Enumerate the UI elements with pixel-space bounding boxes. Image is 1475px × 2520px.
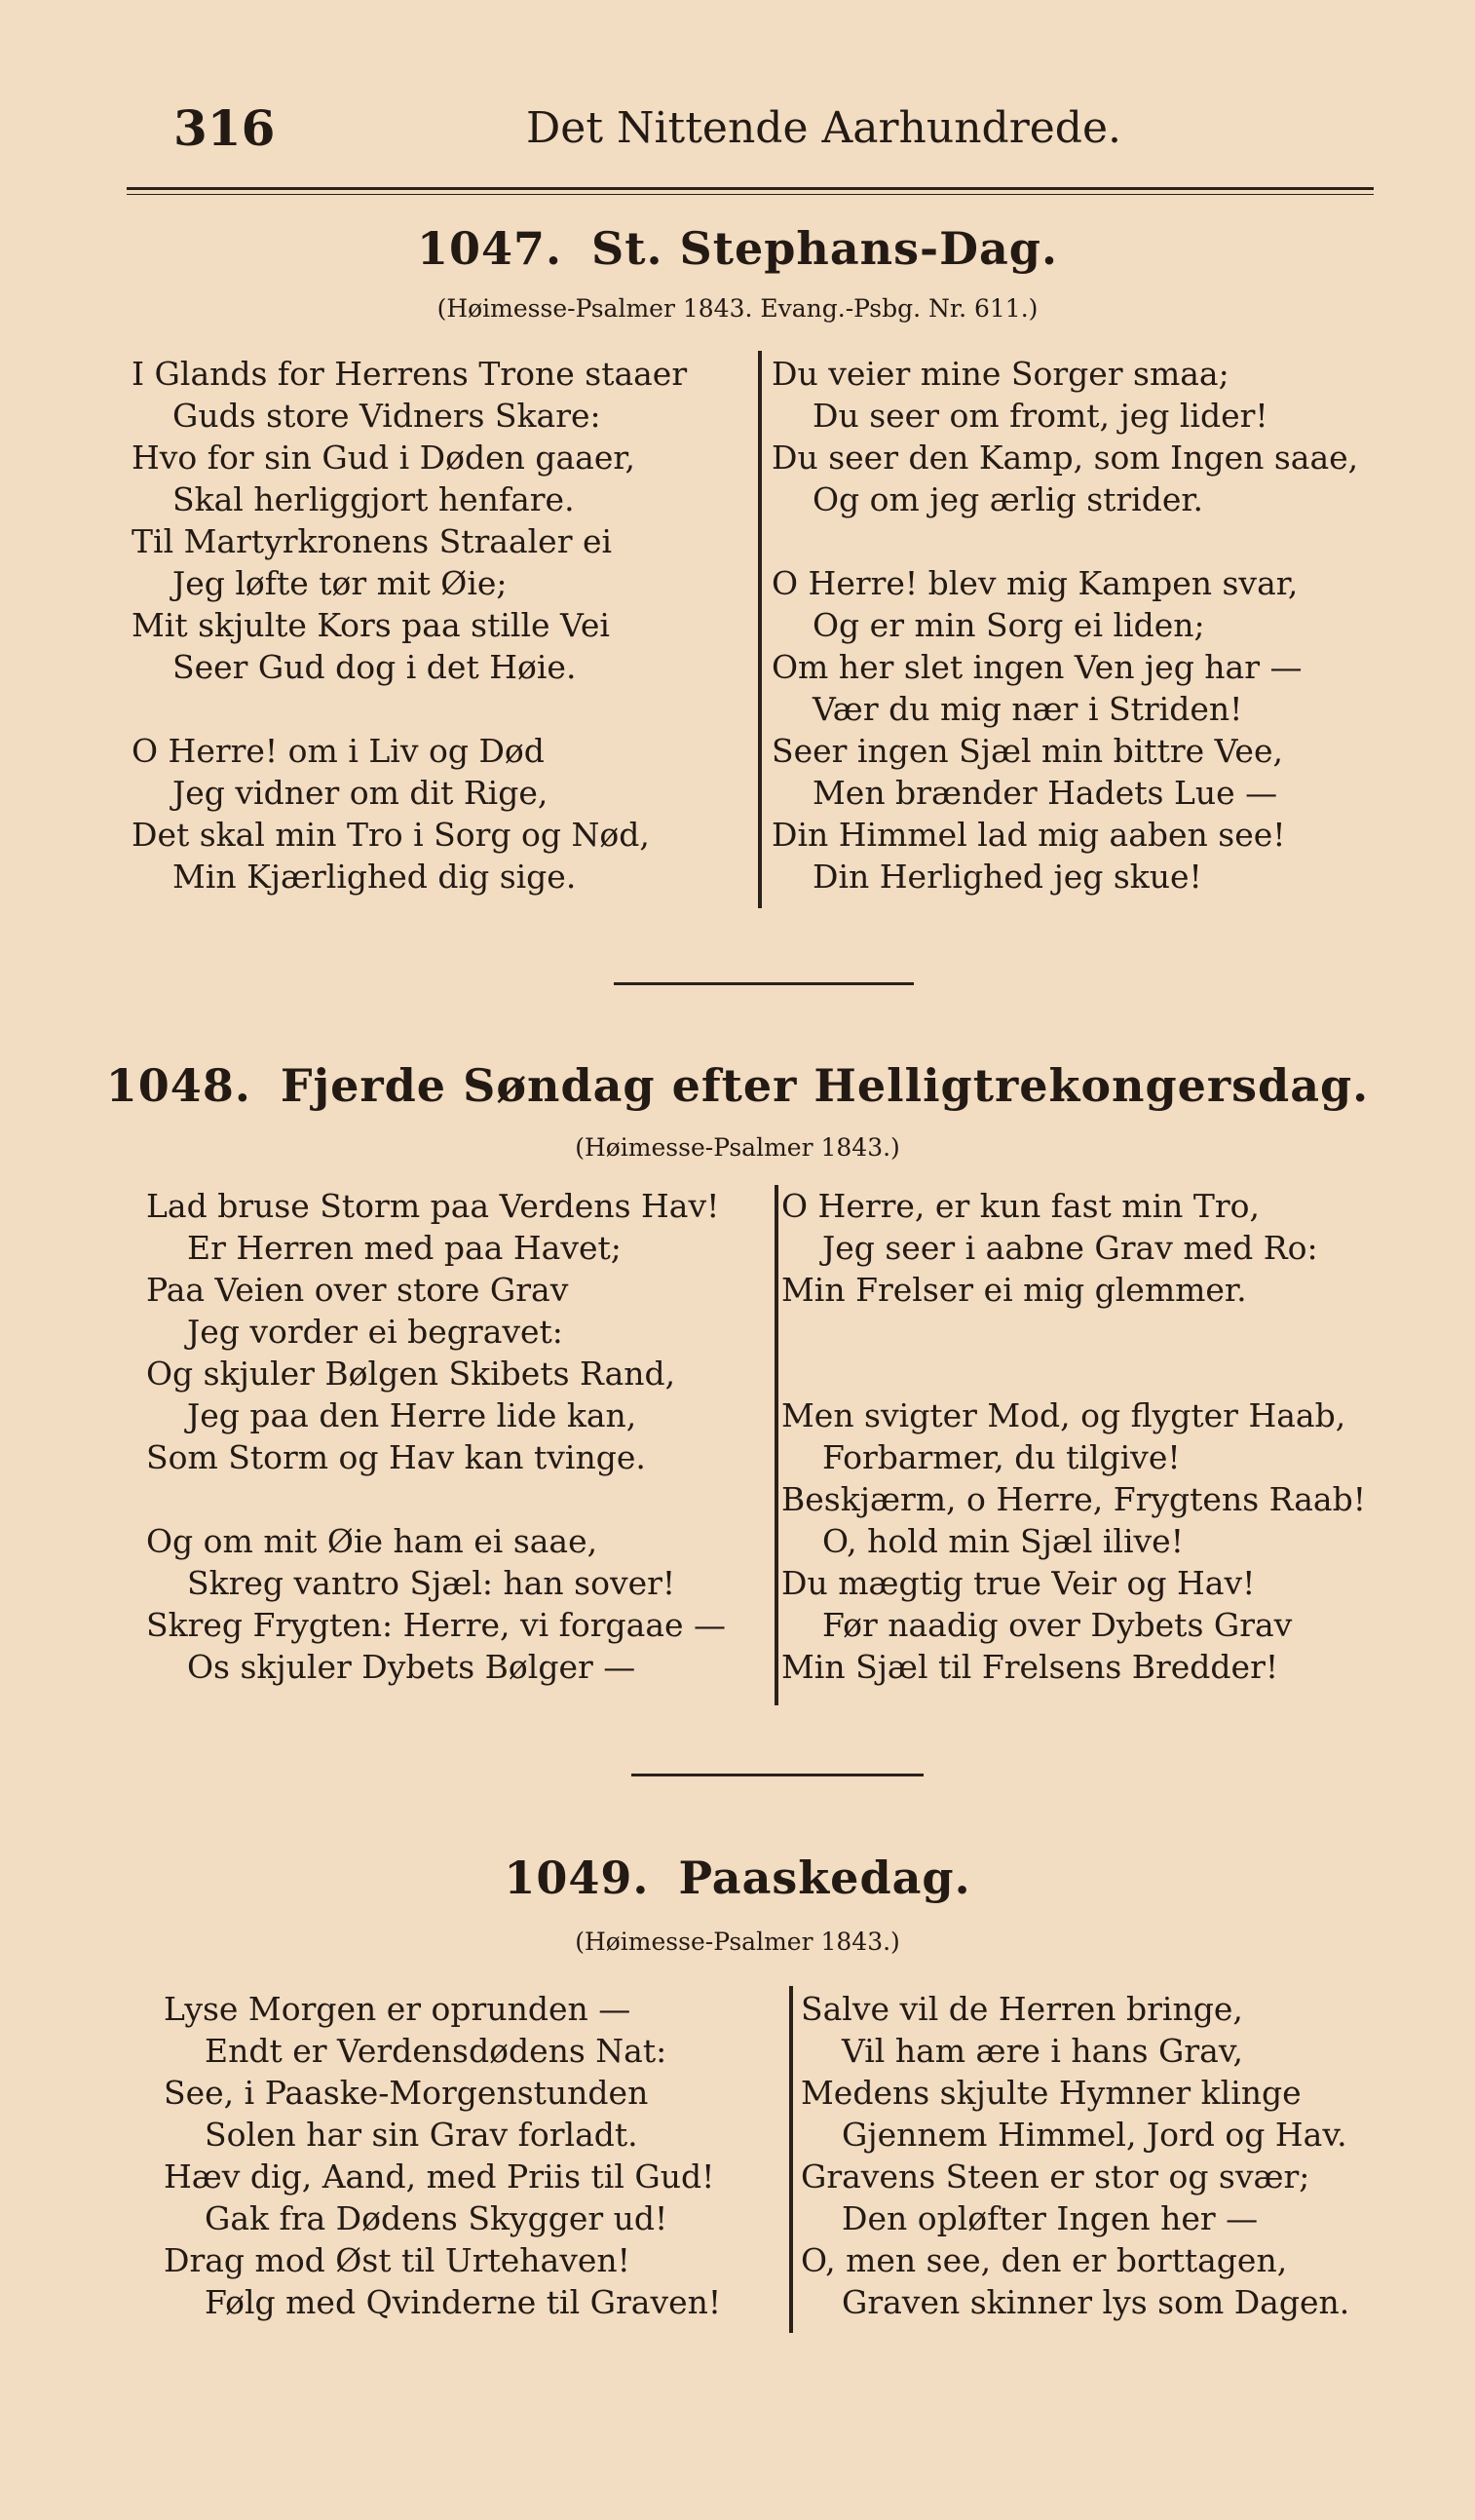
verse-line: Hæv dig, Aand, med Priis til Gud! [164,2157,715,2195]
verse-line: Endt er Verdensdødens Nat: [205,2032,667,2070]
stanza-gap [781,1353,1366,1394]
hymn-title-1047 [0,222,1475,275]
verse-line: I Glands for Herrens Trone staaer [132,355,688,393]
hymn-number: 1047. [416,222,563,275]
verse-line: Seer Gud dog i det Høie. [172,648,577,686]
hymn-source-1047: (Høimesse-Psalmer 1843. Evang.-Psbg. Nr. 611.) [436,294,1039,323]
hymn-1049-left-column [164,1988,721,2323]
verse-line: Og er min Sorg ei liden; [813,606,1205,644]
verse-line: Det skal min Tro i Sorg og Nød, [132,816,650,854]
verse-line: Skal herliggjort henfare. [172,480,575,518]
hymn-title-1049 [0,1852,1475,1904]
verse-line: O Herre, er kun fast min Tro, [781,1187,1261,1225]
hymn-1047-left-column [132,353,687,897]
verse-line: Vil ham ære i hans Grav, [842,2032,1244,2070]
verse-line: Paa Veien over store Grav [146,1271,569,1309]
verse-line: Om her slet ingen Ven jeg har — [772,648,1303,686]
verse-line: Og om jeg ærlig strider. [813,480,1204,518]
verse-line: Til Martyrkronens Straaler ei [132,522,613,560]
verse-line: Du veier mine Sorger smaa; [772,355,1229,393]
verse-line: Forbarmer, du tilgive! [822,1438,1181,1476]
hymn-title-1048 [0,1059,1475,1112]
verse-line: Hvo for sin Gud i Døden gaaer, [132,439,635,477]
verse-line: Og om mit Øie ham ei saae, [146,1522,598,1560]
verse-line: Min Frelser ei mig glemmer. [781,1271,1247,1309]
verse-line: See, i Paaske-Morgenstunden [164,2074,649,2112]
verse-line: Du mægtig true Veir og Hav! [781,1564,1256,1602]
verse-line: Mit skjulte Kors paa stille Vei [132,606,610,644]
verse-line: O Herre! blev mig Kampen svar, [772,564,1299,602]
verse-line: Men svigter Mod, og flygter Haab, [781,1396,1346,1434]
verse-line: Medens skjulte Hymner klinge [801,2074,1302,2112]
verse-line: Beskjærm, o Herre, Frygtens Raab! [781,1480,1366,1518]
verse-line: Min Sjæl til Frelsens Bredder! [781,1648,1279,1686]
verse-line: Min Kjærlighed dig sige. [172,858,577,896]
verse-line: Skreg vantro Sjæl: han sover! [187,1564,676,1602]
verse-line: Jeg løfte tør mit Øie; [172,564,508,602]
column-divider [775,1185,778,1705]
verse-line: Følg med Qvinderne til Graven! [205,2283,722,2321]
verse-line: Gjennem Himmel, Jord og Hav. [842,2116,1347,2154]
hymn-number: 1049. [504,1852,650,1904]
verse-line: Din Herlighed jeg skue! [813,858,1202,896]
stanza-gap [772,520,1358,562]
verse-line: Jeg seer i aabne Grav med Ro: [822,1229,1318,1267]
hymn-source-1048: (Høimesse-Psalmer 1843.) [575,1133,900,1162]
hymn-1048-left-column [146,1185,726,1688]
hymn-source-1049: (Høimesse-Psalmer 1843.) [575,1928,900,1956]
verse-line: Lad bruse Storm paa Verdens Hav! [146,1187,720,1225]
hymn-1048-right-column [781,1185,1366,1688]
verse-line: O, men see, den er borttagen, [801,2241,1288,2279]
header-rule-thin [127,194,1374,195]
verse-line: O, hold min Sjæl ilive! [822,1522,1184,1560]
verse-line: Jeg vorder ei begravet: [187,1313,563,1351]
verse-line: Du seer den Kamp, som Ingen saae, [772,439,1359,477]
verse-line: Gravens Steen er stor og svær; [801,2157,1310,2195]
verse-line: Og skjuler Bølgen Skibets Rand, [146,1355,676,1393]
running-head: Det Nittende Aarhundrede. [526,103,1121,153]
header-rule [127,187,1374,190]
verse-line: Men brænder Hadets Lue — [813,774,1278,812]
page-header [0,90,1475,168]
verse-line: Jeg vidner om dit Rige, [172,774,548,812]
verse-line: Er Herren med paa Havet; [187,1229,622,1267]
section-separator [631,1774,924,1776]
verse-line: Gak fra Dødens Skygger ud! [205,2199,668,2237]
verse-line: Vær du mig nær i Striden! [813,690,1243,728]
verse-line: Før naadig over Dybets Grav [822,1606,1293,1644]
stanza-gap [132,688,687,730]
verse-line: Salve vil de Herren bringe, [801,1990,1243,2028]
hymn-name: Fjerde Søndag efter Helligtrekongersdag. [280,1059,1370,1112]
page-number: 316 [173,99,276,157]
verse-line: Jeg paa den Herre lide kan, [187,1396,637,1434]
verse-line: Lyse Morgen er oprunden — [164,1990,631,2028]
hymn-name: Paaskedag. [678,1852,971,1904]
stanza-gap [146,1478,726,1520]
column-divider [758,351,762,908]
verse-line: Du seer om fromt, jeg lider! [813,397,1268,435]
hymn-1047-right-column [772,353,1358,897]
hymn-1049-right-column [801,1988,1349,2323]
hymn-number: 1048. [105,1059,251,1112]
verse-line: Os skjuler Dybets Bølger — [187,1648,636,1686]
verse-line: Den opløfter Ingen her — [842,2199,1259,2237]
column-divider [789,1986,793,2333]
verse-line: Skreg Frygten: Herre, vi forgaae — [146,1606,727,1644]
hymn-name: St. Stephans-Dag. [591,222,1058,275]
verse-line: Drag mod Øst til Urtehaven! [164,2241,630,2279]
verse-line: Guds store Vidners Skare: [172,397,601,435]
verse-line: O Herre! om i Liv og Død [132,732,545,770]
verse-line: Graven skinner lys som Dagen. [842,2283,1350,2321]
verse-line: Som Storm og Hav kan tvinge. [146,1438,646,1476]
verse-line: Solen har sin Grav forladt. [205,2116,638,2154]
section-separator [614,982,914,985]
verse-line: Seer ingen Sjæl min bittre Vee, [772,732,1283,770]
verse-line: Din Himmel lad mig aaben see! [772,816,1286,854]
stanza-gap [781,1311,1366,1353]
